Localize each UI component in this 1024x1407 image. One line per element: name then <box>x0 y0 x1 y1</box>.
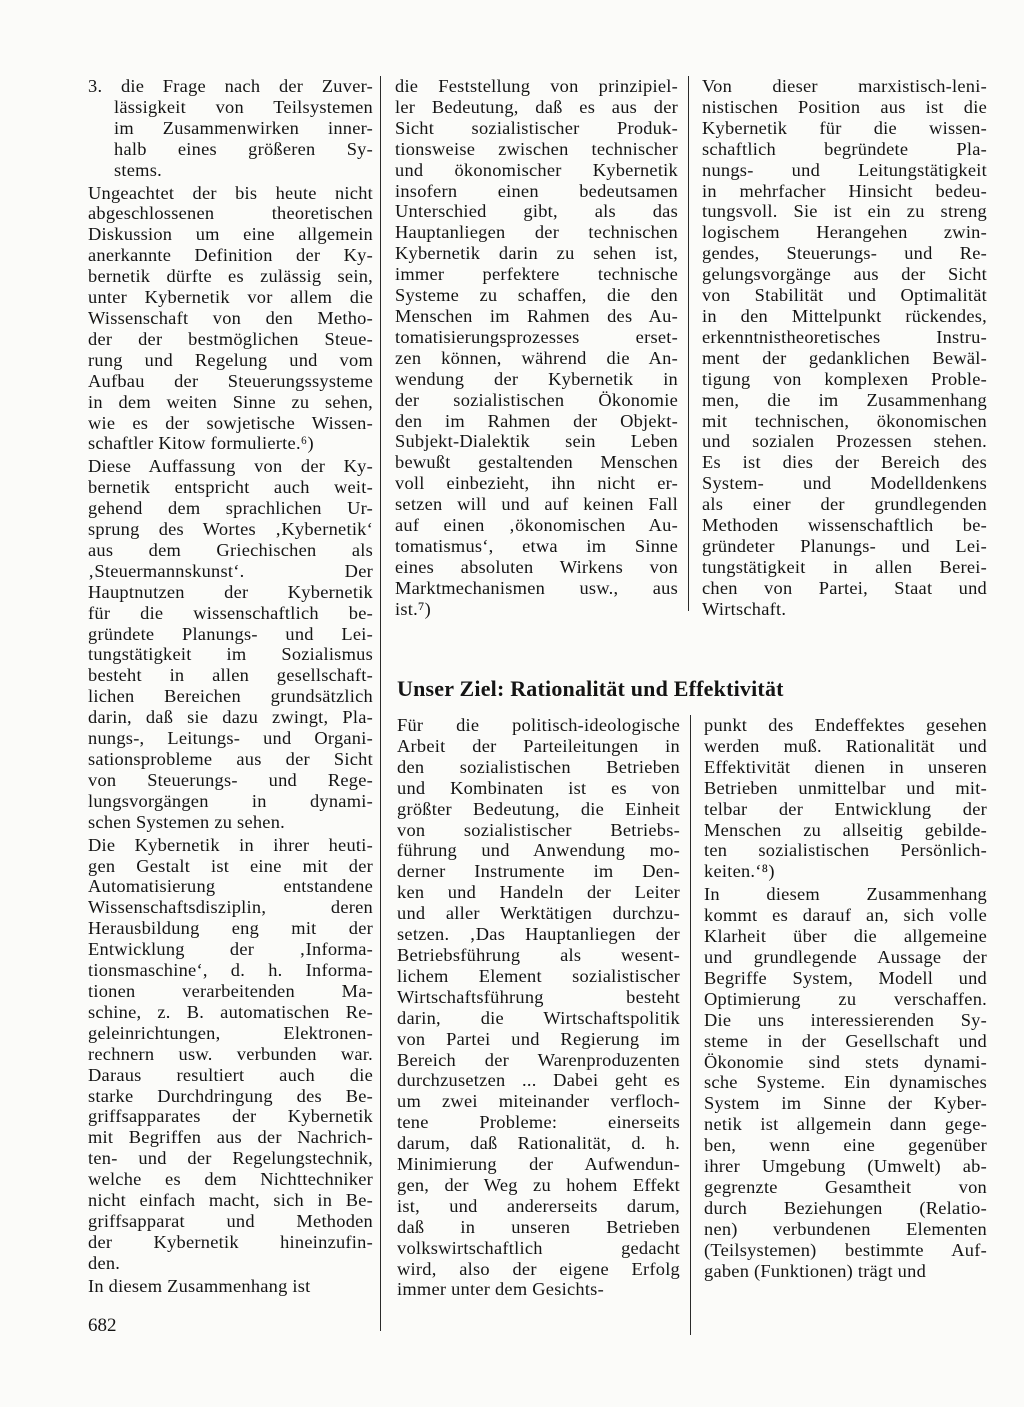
text-line: Subjekt-Dialektik sein Leben <box>395 431 678 452</box>
text-line: setzen will und auf keinen Fall <box>395 494 678 515</box>
text-line: Aufbau der Steuerungssysteme <box>88 370 373 391</box>
text-line: Von dieser marxistisch-leni- <box>702 76 987 96</box>
text-line: für die wissenschaftlich be- <box>88 602 373 623</box>
text-line: schaftler Kitow formulierte.⁶) <box>88 433 314 454</box>
text-line: tionen verarbeitenden Ma- <box>88 980 373 1001</box>
text-line: steme in der Gesellschaft und <box>704 1030 987 1051</box>
text-line: Diskussion um eine allgemein <box>88 224 373 245</box>
text-line: gendes, Steuerungs- und Re- <box>702 243 987 264</box>
text-line: netik ist allgemein dann gege- <box>704 1114 987 1135</box>
text-line: Die uns interessierenden Sy- <box>704 1009 987 1030</box>
text-line: gründeter Planungs- und Lei- <box>702 535 987 556</box>
text-line: Hauptnutzen der Kybernetik <box>88 581 373 602</box>
text-line: Wirtschaft. <box>702 598 787 619</box>
text-line: insofern einen bedeutsamen <box>395 180 678 201</box>
text-line: auf einen ‚ökonomischen Au- <box>395 515 678 536</box>
text-line: (Teilsystemen) bestimmte Auf- <box>704 1239 987 1260</box>
text-line: tomatisierungsprozesses erset- <box>395 326 678 347</box>
text-line: voll einbezieht, ihn nicht er- <box>395 473 678 494</box>
text-line: Daraus resultiert auch die <box>88 1064 373 1085</box>
text-line: tigung von komplexen Proble- <box>702 368 987 389</box>
text-line: Automatisierung entstandene <box>88 876 373 897</box>
text-line: punkt des Endeffektes gesehen <box>704 715 987 735</box>
text-line: Begriffe System, Modell und <box>704 967 987 988</box>
text-line: den. <box>88 1252 121 1273</box>
text-line: wendung der Kybernetik in <box>395 368 678 389</box>
column-divider-2 <box>688 76 689 611</box>
text-line: ler Bedeutung, daß es aus der <box>395 96 678 117</box>
text-line: aus dem Griechischen als <box>88 539 373 560</box>
column-divider-3 <box>690 715 691 1335</box>
text-line: als einer der grundlegenden <box>702 494 987 515</box>
text-line: ben, wenn eine gegenüber <box>704 1135 987 1156</box>
text-line: System im Sinne der Kyber- <box>704 1093 987 1114</box>
text-line: Minimierung der Aufwendun- <box>397 1154 680 1175</box>
text-line: Effektivität dienen in unseren <box>704 756 987 777</box>
text-line: ist.⁷) <box>395 598 432 619</box>
text-line: von Stabilität und Optimalität <box>702 285 987 306</box>
text-line: Methoden wissenschaftlich be- <box>702 515 987 536</box>
text-line: besteht in allen gesellschaft- <box>88 665 373 686</box>
text-line: Kybernetik für die wissen- <box>702 117 987 138</box>
text-line: Kybernetik darin zu sehen ist, <box>395 243 678 264</box>
text-line: chen von Partei, Staat und <box>702 577 987 598</box>
text-line: Wirtschaftsführung besteht <box>397 986 680 1007</box>
column-divider-1 <box>380 76 381 1331</box>
text-line: zen können, während die An- <box>395 347 678 368</box>
text-line: gaben (Funktionen) trägt und <box>704 1260 927 1281</box>
list-item <box>88 76 373 181</box>
text-line: Die Kybernetik in ihrer heuti- <box>88 834 373 855</box>
text-line: stems. <box>114 159 162 180</box>
text-line: Für die politisch-ideologische <box>397 715 680 735</box>
text-line: ment der gedanklichen Bewäl- <box>702 347 987 368</box>
text-line: gen, der Weg zu hohem Effekt <box>397 1174 680 1195</box>
text-line: lungsvorgängen in dynami- <box>88 790 373 811</box>
text-line: mit technischen, ökonomischen <box>702 410 987 431</box>
text-line: tungstätigkeit im Sozialismus <box>88 644 373 665</box>
paragraph <box>395 76 678 620</box>
paragraph <box>704 884 987 1281</box>
text-line: Wissenschaft von den Metho- <box>88 307 373 328</box>
paragraph <box>397 715 680 1300</box>
text-line: in mehrfacher Hinsicht bedeu- <box>702 180 987 201</box>
text-line: von Partei und Regierung im <box>397 1028 680 1049</box>
text-line: Marktmechanismen usw., aus <box>395 577 678 598</box>
text-line: In diesem Zusammenhang ist <box>88 1275 311 1296</box>
text-line: Systeme zu schaffen, die den <box>395 285 678 306</box>
text-line: von sozialistischer Betriebs- <box>397 819 680 840</box>
text-line: kommt es darauf an, sich volle <box>704 905 987 926</box>
text-line: nungs-, Leitungs- und Organi- <box>88 728 373 749</box>
text-line: men, die im Zusammenhang <box>702 389 987 410</box>
text-line: darin, daß sie dazu zwingt, Pla- <box>88 707 373 728</box>
text-line: daß in unseren Betrieben <box>397 1216 680 1237</box>
text-line: Betrieben unmittelbar und mit- <box>704 777 987 798</box>
column-3-bottom <box>704 715 987 1281</box>
text-line: 3. die Frage nach der Zuver- <box>88 76 373 96</box>
column-3-top <box>702 76 987 620</box>
paragraph <box>702 76 987 620</box>
text-line: Ungeachtet der bis heute nicht <box>88 182 373 203</box>
text-line: logischem Herangehen zwin- <box>702 222 987 243</box>
text-line: lichen Bereichen grundsätzlich <box>88 686 373 707</box>
text-line: unter Kybernetik vor allem die <box>88 287 373 308</box>
text-line: immer unter dem Gesichts- <box>397 1279 604 1300</box>
text-line: von Steuerungs- und Rege- <box>88 769 373 790</box>
text-line: Diese Auffassung von der Ky- <box>88 456 373 477</box>
column-2-bottom <box>397 715 680 1300</box>
text-line: nicht einfach macht, sich in Be- <box>88 1190 373 1211</box>
text-line: gründete Planungs- und Lei- <box>88 623 373 644</box>
text-line: starke Durchdringung des Be- <box>88 1085 373 1106</box>
text-line: Optimierung zu verschaffen. <box>704 988 987 1009</box>
text-line: setzen. ‚Das Hauptanliegen der <box>397 924 680 945</box>
text-line: Wissenschaftsdisziplin, deren <box>88 897 373 918</box>
text-line: nen) verbundenen Elementen <box>704 1218 987 1239</box>
text-line: Ökonomie sind stets dynami- <box>704 1051 987 1072</box>
text-line: gelungsvorgänge aus der Sicht <box>702 264 987 285</box>
text-line: gegrenzte Gesamtheit von <box>704 1176 987 1197</box>
text-line: System- und Modelldenkens <box>702 473 987 494</box>
text-line: immer perfektere technische <box>395 264 678 285</box>
text-line: und Kombinaten ist es von <box>397 777 680 798</box>
text-line: der der bestmöglichen Steue- <box>88 328 373 349</box>
text-line: tionsweise zwischen technischer <box>395 138 678 159</box>
paragraph <box>88 456 373 832</box>
text-line: die Feststellung von prinzipiel- <box>395 76 678 96</box>
text-line: schen Systemen zu sehen. <box>88 811 286 832</box>
text-line: schaftlich begründete Pla- <box>702 138 987 159</box>
text-line: Klarheit über die allgemeine <box>704 926 987 947</box>
text-line: in den Mittelpunkt rückendes, <box>702 305 987 326</box>
text-line: im Zusammenwirken inner- <box>114 117 373 138</box>
text-line: tionsmaschine‘, d. h. Informa- <box>88 960 373 981</box>
text-line: lässigkeit von Teilsystemen <box>114 96 373 117</box>
text-line: gen Gestalt ist eine mit der <box>88 855 373 876</box>
text-line: Menschen zu allseitig gebilde- <box>704 819 987 840</box>
text-line: Bereich der Warenproduzenten <box>397 1049 680 1070</box>
text-line: nistischen Position aus ist die <box>702 96 987 117</box>
text-line: griffsapparates der Kybernetik <box>88 1106 373 1127</box>
text-line: halb eines größeren Sy- <box>114 138 373 159</box>
column-2-top <box>395 76 678 620</box>
text-line: ten sozialistischen Persönlich- <box>704 840 987 861</box>
text-line: Betriebsführung als wesent- <box>397 944 680 965</box>
text-line: und ökonomischer Kybernetik <box>395 159 678 180</box>
text-line: durchzusetzen ... Dabei geht es <box>397 1070 680 1091</box>
text-line: und sozialen Prozessen stehen. <box>702 431 987 452</box>
text-line: erkenntnistheoretisches Instru- <box>702 326 987 347</box>
text-line: Es ist dies der Bereich des <box>702 452 987 473</box>
text-line: darin, die Wirtschaftspolitik <box>397 1007 680 1028</box>
paragraph <box>88 835 373 1274</box>
text-line: wie es der sowjetische Wissen- <box>88 412 373 433</box>
text-line: ten- und der Regelungstechnik, <box>88 1148 373 1169</box>
text-line: schine, z. B. automatischen Re- <box>88 1001 373 1022</box>
text-line: bernetik dürfte es zulässig sein, <box>88 266 373 287</box>
text-line: den im Rahmen der Objekt- <box>395 410 678 431</box>
text-line: tungstätigkeit in allen Berei- <box>702 556 987 577</box>
page-number: 682 <box>88 1315 117 1336</box>
text-line: mit Begriffen aus der Nachrich- <box>88 1127 373 1148</box>
text-line: um zwei miteinander verfloch- <box>397 1091 680 1112</box>
text-line: durch Beziehungen (Relatio- <box>704 1197 987 1218</box>
text-line: der Kybernetik hineinzufin- <box>88 1231 373 1252</box>
text-line: In diesem Zusammenhang <box>704 884 987 905</box>
text-line: führung und Anwendung mo- <box>397 840 680 861</box>
text-line: anerkannte Definition der Ky- <box>88 245 373 266</box>
text-line: Herausbildung eng mit der <box>88 918 373 939</box>
text-line: Hauptanliegen der technischen <box>395 222 678 243</box>
text-line: derner Instrumente im Den- <box>397 861 680 882</box>
paragraph <box>88 183 373 455</box>
text-line: volkswirtschaftlich gedacht <box>397 1237 680 1258</box>
text-line: Unterschied gibt, als das <box>395 201 678 222</box>
text-line: und aller Werktätigen durchzu- <box>397 903 680 924</box>
text-line: nungs- und Leitungstätigkeit <box>702 159 987 180</box>
text-line: eines absoluten Wirkens von <box>395 556 678 577</box>
text-line: ken und Handeln der Leiter <box>397 882 680 903</box>
text-line: sprung des Wortes ‚Kybernetik‘ <box>88 519 373 540</box>
text-line: abgeschlossenen theoretischen <box>88 203 373 224</box>
paragraph <box>88 1276 373 1297</box>
text-line: tungsvoll. Sie ist ein zu streng <box>702 201 987 222</box>
text-line: geleinrichtungen, Elektronen- <box>88 1022 373 1043</box>
text-line: Sicht sozialistischer Produk- <box>395 117 678 138</box>
text-line: den sozialistischen Betrieben <box>397 756 680 777</box>
text-line: darum, daß Rationalität, d. h. <box>397 1133 680 1154</box>
text-line: bewußt gestaltenden Menschen <box>395 452 678 473</box>
text-line: telbar der Entwicklung der <box>704 798 987 819</box>
text-line: keiten.‘⁸) <box>704 861 775 882</box>
text-line: lichem Element sozialistischer <box>397 965 680 986</box>
text-line: wird, also der eigene Erfolg <box>397 1258 680 1279</box>
text-line: tene Probleme: einerseits <box>397 1112 680 1133</box>
column-1 <box>88 76 373 1297</box>
text-line: größter Bedeutung, die Einheit <box>397 798 680 819</box>
text-line: werden muß. Rationalität und <box>704 735 987 756</box>
text-line: tomatismus‘, etwa im Sinne <box>395 535 678 556</box>
text-line: und grundlegende Aussage der <box>704 946 987 967</box>
paragraph <box>704 715 987 882</box>
text-line: der sozialistischen Ökonomie <box>395 389 678 410</box>
text-line: rechnern usw. verbunden war. <box>88 1043 373 1064</box>
text-line: sationsprobleme aus der Sicht <box>88 749 373 769</box>
section-heading: Unser Ziel: Rationalität und Effektivität <box>397 676 784 701</box>
text-line: bernetik entspricht auch weit- <box>88 477 373 498</box>
text-line: welche es dem Nichttechniker <box>88 1169 373 1190</box>
text-line: in dem weiten Sinne zu sehen, <box>88 391 373 412</box>
text-line: gehend dem sprachlichen Ur- <box>88 498 373 519</box>
text-line: rung und Regelung und vom <box>88 349 373 370</box>
text-line: Entwicklung der ‚Informa- <box>88 939 373 960</box>
text-line: ist, und andererseits darum, <box>397 1195 680 1216</box>
text-line: Arbeit der Parteileitungen in <box>397 735 680 756</box>
text-line: sche Systeme. Ein dynamisches <box>704 1072 987 1093</box>
text-line: ‚Steuermannskunst‘. Der <box>88 560 373 581</box>
text-line: Menschen im Rahmen des Au- <box>395 305 678 326</box>
text-line: ihrer Umgebung (Umwelt) ab- <box>704 1156 987 1177</box>
text-line: griffsapparat und Methoden <box>88 1210 373 1231</box>
